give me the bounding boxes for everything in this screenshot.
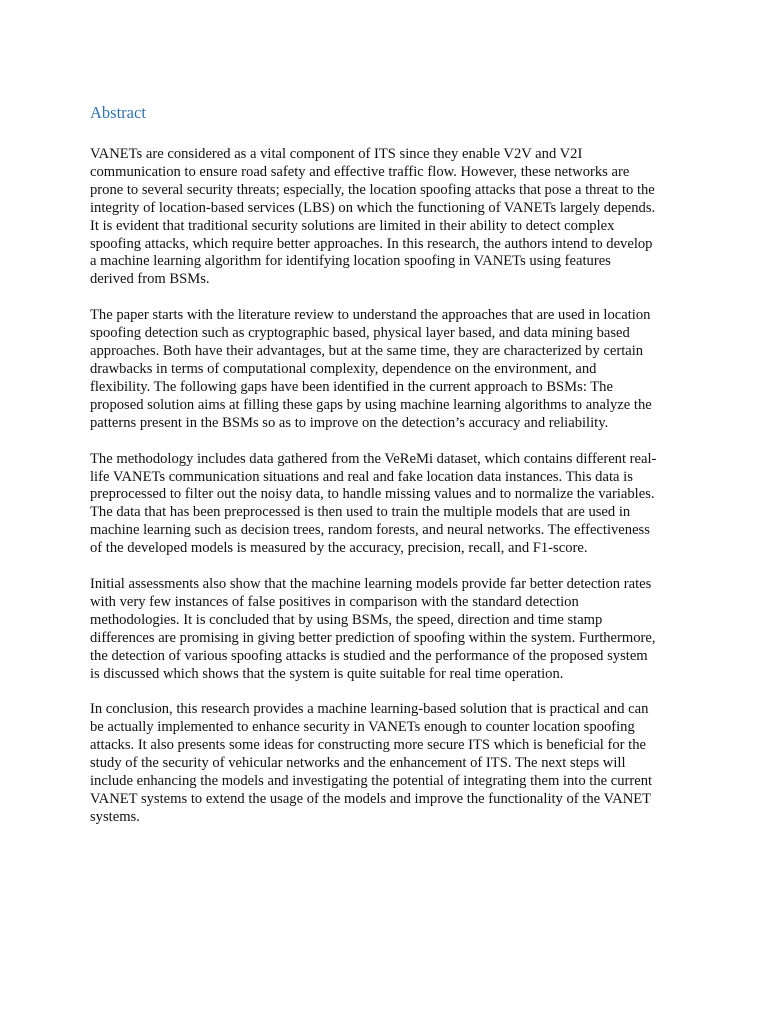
text-line: the detection of various spoofing attacks is studied and the performance of the proposed system [90,647,648,664]
text-line: communication to ensure road safety and effective traffic flow. However, these networks are [90,163,630,180]
paragraph-3 [90,451,680,558]
paragraph-2 [90,307,680,432]
text-line: drawbacks in terms of computational complexity, dependence on the environment, and [90,360,597,377]
text-line: flexibility. The following gaps have been identified in the current approach to BSMs: The [90,378,613,395]
text-line: methodologies. It is concluded that by using BSMs, the speed, direction and time stamp [90,611,603,628]
text-line: machine learning such as decision trees, random forests, and neural networks. The effectiveness [90,522,650,539]
text-line: Initial assessments also show that the machine learning models provide far better detection rates [90,576,652,593]
text-line: VANETs are considered as a vital component of ITS since they enable V2V and V2I [90,146,583,162]
text-line: spoofing detection such as cryptographic based, physical layer based, and data mining based [90,325,630,342]
text-line: The data that has been preprocessed is then used to train the multiple models that are used in [90,504,631,521]
text-line: is discussed which shows that the system is quite suitable for real time operation. [90,665,564,682]
text-line: preprocessed to filter out the noisy data, to handle missing values and to normalize the variables. [90,486,655,503]
text-line: The methodology includes data gathered from the VeReMi dataset, which contains different real- [90,450,657,467]
text-line: The paper starts with the literature review to understand the approaches that are used in location [90,307,651,324]
text-line: a machine learning algorithm for identifying location spoofing in VANETs using features [90,253,611,270]
text-line: integrity of location-based services (LBS) on which the functioning of VANETs largely depends. [90,199,656,216]
text-line: study of the security of vehicular networks and the enhancement of ITS. The next steps will [90,755,626,772]
paragraph-1 [90,146,680,289]
text-line: systems. [90,808,140,825]
text-line: attacks. It also presents some ideas for constructing more secure ITS which is beneficial for the [90,737,647,754]
paragraph-5 [90,701,680,826]
text-line: derived from BSMs. [90,271,210,288]
text-line: patterns present in the BSMs so as to improve on the detection’s accuracy and reliability. [90,414,609,431]
abstract-heading: Abstract [90,103,146,122]
text-line: be actually implemented to enhance security in VANETs enough to counter location spoofing [90,719,635,736]
text-line: It is evident that traditional security solutions are limited in their ability to detect complex [90,217,615,234]
text-line: In conclusion, this research provides a machine learning-based solution that is practical and can [90,701,649,718]
text-line: proposed solution aims at filling these gaps by using machine learning algorithms to analyze the [90,396,652,413]
text-line: differences are promising in giving better prediction of spoofing within the system. Furthermore, [90,629,656,646]
abstract-body [90,146,680,845]
paragraph-4 [90,576,680,683]
text-line: of the developed models is measured by the accuracy, precision, recall, and F1-score. [90,540,588,557]
text-line: include enhancing the models and investigating the potential of integrating them into the current [90,773,653,790]
text-line: prone to several security threats; especially, the location spoofing attacks that pose a threat to the [90,181,655,198]
text-line: VANET systems to extend the usage of the models and improve the functionality of the VANET [90,791,652,807]
text-line: spoofing attacks, which require better approaches. In this research, the authors intend to develop [90,235,653,252]
text-line: approaches. Both have their advantages, but at the same time, they are characterized by certain [90,343,644,360]
text-line: with very few instances of false positives in comparison with the standard detection [90,593,579,610]
text-line: life VANETs communication situations and real and fake location data instances. This data is [90,468,633,485]
